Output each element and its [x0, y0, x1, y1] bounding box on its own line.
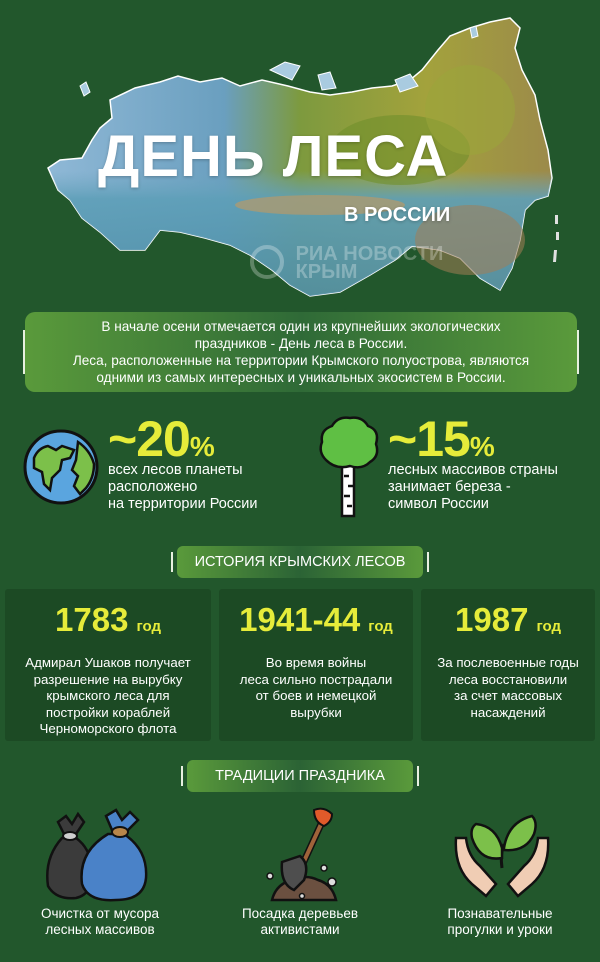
garbage-bags-icon: [36, 808, 152, 904]
birch-tree-icon: [316, 414, 382, 518]
section-title-traditions: ТРАДИЦИИ ПРАЗДНИКА: [187, 760, 413, 792]
section-title-history: ИСТОРИЯ КРЫМСКИХ ЛЕСОВ: [177, 546, 423, 578]
history-card-1987: [421, 589, 595, 741]
hero-title: ДЕНЬ ЛЕСА: [98, 124, 449, 189]
history-text: Во время войны леса сильно пострадали от боев и немецкой вырубки: [239, 655, 393, 720]
divider-bar: [23, 330, 25, 374]
history-year: 1941-44: [239, 601, 361, 638]
intro-line: праздников - День леса в России.: [194, 336, 408, 351]
stat-birch-share: [310, 410, 600, 520]
tradition-cleanup: [0, 800, 200, 962]
hero-subtitle: В РОССИИ: [344, 204, 451, 226]
divider-bar: [577, 330, 579, 374]
intro-line: Леса, расположенные на территории Крымского полуострова, являются: [72, 353, 530, 368]
tradition-label: Познавательные прогулки и уроки: [447, 906, 553, 937]
divider-bar: [417, 766, 419, 786]
stat-description: лесных массивов страны занимает береза - символ России: [388, 462, 558, 512]
year-suffix: год: [136, 618, 161, 635]
history-card-1941-44: [219, 589, 413, 741]
globe-icon: [22, 428, 100, 506]
divider-bar: [427, 552, 429, 572]
history-text: Адмирал Ушаков получает разрешение на вырубку крымского леса для постройки кораблей Черноморского флота: [25, 655, 191, 736]
year-suffix: год: [368, 618, 393, 635]
divider-bar: [171, 552, 173, 572]
watermark: [250, 245, 443, 281]
divider-bar: [181, 766, 183, 786]
tradition-educational-walks: [400, 800, 600, 962]
history-year: 1987: [455, 601, 529, 638]
history-card-1783: [5, 589, 211, 741]
history-year: 1783: [55, 601, 129, 638]
stat-value: ~15%: [388, 411, 495, 467]
watermark-line1: РИА НОВОСТИ: [295, 243, 444, 265]
stat-forests-share: [18, 410, 300, 520]
stat-value: ~20%: [108, 411, 215, 467]
history-text: За послевоенные годы леса восстановили за счет массовых насаждений: [437, 655, 579, 720]
tradition-label: Посадка деревьев активистами: [241, 906, 359, 937]
intro-line: В начале осени отмечается один из крупнейших экологических: [101, 319, 501, 334]
intro-line: одними из самых интересных и уникальных экосистем в России.: [96, 370, 506, 385]
year-suffix: год: [536, 618, 561, 635]
tradition-label: Очистка от мусора лесных массивов: [40, 906, 160, 937]
hero-banner: [0, 0, 600, 300]
tradition-planting: [200, 800, 400, 962]
ria-logo-icon: [250, 245, 284, 279]
hands-sprout-icon: [452, 808, 552, 902]
intro-panel: [25, 312, 577, 392]
shovel-icon: [252, 804, 352, 904]
watermark-line2: КРЫМ: [295, 261, 358, 283]
stat-description: всех лесов планеты расположено на территории России: [108, 462, 258, 512]
